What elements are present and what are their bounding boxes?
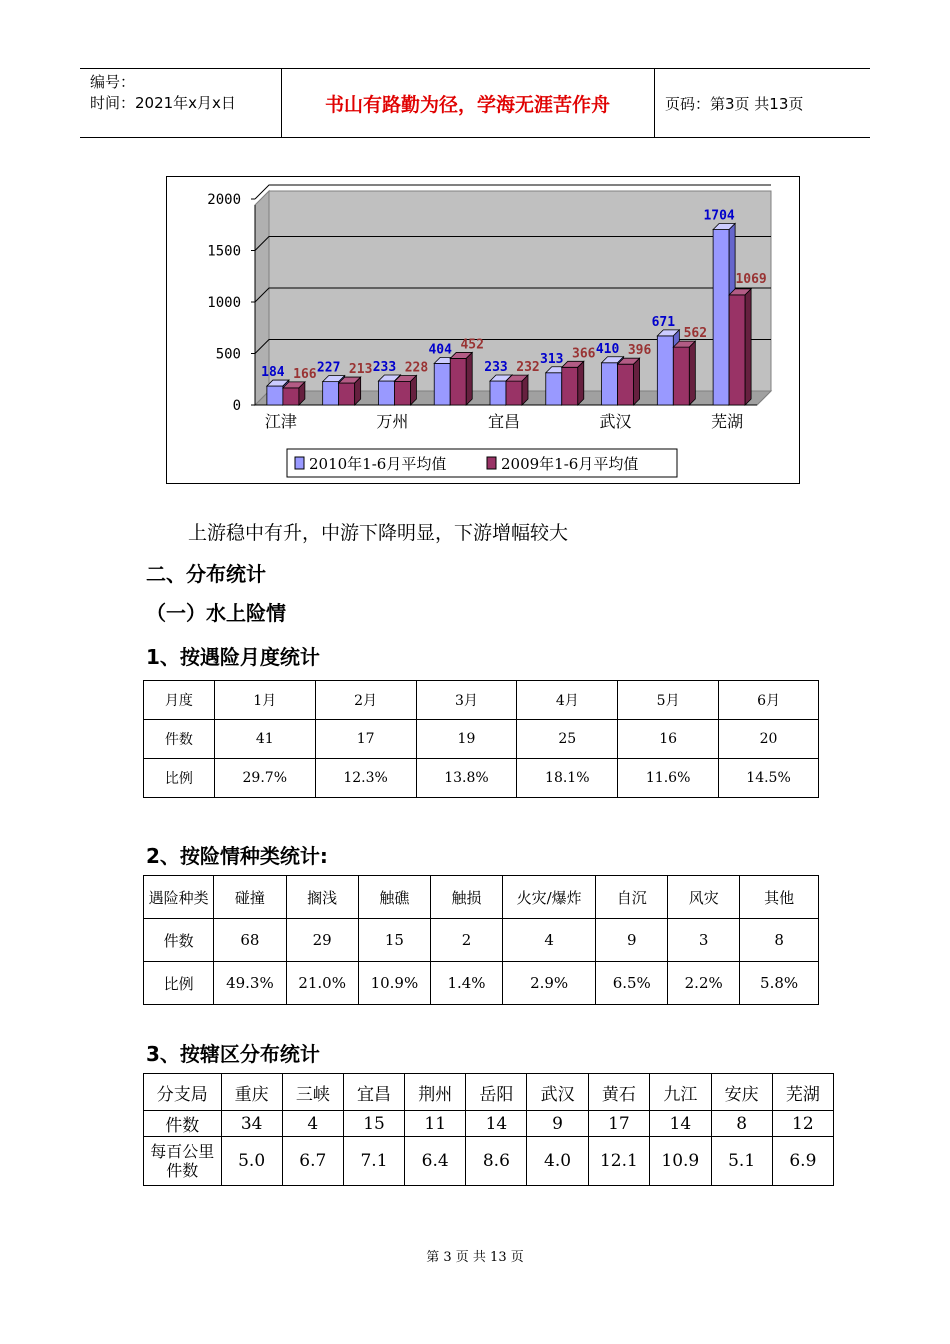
- table-cell: 8: [711, 1111, 772, 1137]
- data-label: 410: [595, 341, 620, 357]
- page-header: [80, 68, 870, 138]
- table-cell: 碰撞: [214, 876, 286, 919]
- table-cell: 8: [740, 919, 819, 962]
- table-cell: 17: [315, 720, 416, 759]
- table-cell: 10.9%: [358, 962, 430, 1005]
- table-cell: 29: [286, 919, 358, 962]
- bar-side: [634, 358, 640, 405]
- table-cell: 火灾/爆炸: [502, 876, 595, 919]
- table-cell: 1月: [214, 681, 315, 720]
- table-cell: 12: [772, 1111, 833, 1137]
- y-tick-label: 500: [215, 346, 241, 363]
- bar: [283, 382, 305, 405]
- bar-front: [450, 358, 466, 405]
- x-tick-label: 宜昌: [487, 412, 521, 431]
- table-cell: 其他: [740, 876, 819, 919]
- table-row: [144, 919, 819, 962]
- table-cell: 17: [588, 1111, 649, 1137]
- table-cell: 黄石: [588, 1074, 649, 1111]
- table-row: [144, 1111, 834, 1137]
- bar: [562, 361, 584, 405]
- bar-front: [562, 367, 578, 405]
- bar: [394, 376, 416, 405]
- bar-front: [729, 295, 745, 405]
- motto: 书山有路勤为径，学海无涯苦作舟: [324, 93, 610, 116]
- header-divider: [654, 69, 655, 137]
- table-cell: 13.8%: [416, 759, 517, 798]
- table-cell: 触礁: [358, 876, 430, 919]
- table-cell: 34: [221, 1111, 282, 1137]
- data-label: 184: [261, 365, 285, 381]
- bar: [450, 352, 472, 405]
- table-row: [144, 962, 819, 1005]
- bar-front: [434, 363, 450, 405]
- page-footer: 第 3 页 共 13 页: [426, 1250, 524, 1265]
- y-tick-label: 1500: [207, 243, 241, 260]
- legend-swatch: [295, 457, 304, 469]
- table-cell: 重庆: [221, 1074, 282, 1111]
- data-label: 213: [348, 362, 373, 378]
- table-cell: 4月: [517, 681, 618, 720]
- table-cell: 件数: [144, 720, 215, 759]
- table-cell: 41: [214, 720, 315, 759]
- table-cell: 岳阳: [466, 1074, 527, 1111]
- page-info: 页码：第3页 共13页: [665, 94, 804, 113]
- bar: [339, 377, 361, 405]
- table-cell: 16: [618, 720, 719, 759]
- table-cell: 荆州: [405, 1074, 466, 1111]
- table-cell: 6月: [719, 681, 819, 720]
- data-label: 404: [428, 342, 452, 358]
- table-cell: 21.0%: [286, 962, 358, 1005]
- table-cell: 7.1: [343, 1137, 404, 1186]
- table-cell: 12.3%: [315, 759, 416, 798]
- bar: [673, 341, 695, 405]
- bar-front: [657, 336, 673, 405]
- bar-front: [378, 381, 394, 405]
- table-cell: 2月: [315, 681, 416, 720]
- table-cell: 1.4%: [431, 962, 503, 1005]
- table-cell: 风灾: [668, 876, 740, 919]
- bar-front: [323, 382, 339, 405]
- table-cell: 9: [527, 1111, 588, 1137]
- table-cell: 19: [416, 720, 517, 759]
- bar-chart: [167, 177, 799, 483]
- table-cell: 分支局: [144, 1074, 222, 1111]
- table-cell: 20: [719, 720, 819, 759]
- legend-label: 2010年1-6月平均值: [309, 455, 447, 473]
- table-cell: 11: [405, 1111, 466, 1137]
- table-cell: 比例: [144, 759, 215, 798]
- y-tick-label: 2000: [207, 192, 241, 208]
- table-cell: 武汉: [527, 1074, 588, 1111]
- table-row: [144, 681, 819, 720]
- bar-front: [546, 373, 562, 405]
- bar-side: [578, 361, 584, 405]
- table-cell: 5月: [618, 681, 719, 720]
- table3-title: 3、按辖区分布统计: [146, 1042, 320, 1066]
- table-cell: 三峡: [282, 1074, 343, 1111]
- table-cell: 14: [650, 1111, 711, 1137]
- x-tick-label: 江津: [264, 412, 297, 431]
- monthly-stats-table: [143, 680, 819, 798]
- table-cell: 11.6%: [618, 759, 719, 798]
- bar-side: [689, 341, 695, 405]
- table-cell: 4: [502, 919, 595, 962]
- table-row: [144, 1137, 834, 1186]
- table-cell: 2: [431, 919, 503, 962]
- data-label: 452: [460, 337, 484, 353]
- table-cell: 25: [517, 720, 618, 759]
- table-cell: 遇险种类: [144, 876, 214, 919]
- table-cell: 6.5%: [596, 962, 668, 1005]
- bar-side: [745, 289, 751, 405]
- district-stats-table: [143, 1073, 834, 1186]
- legend: [287, 449, 677, 477]
- table-cell: 2.9%: [502, 962, 595, 1005]
- table-cell: 安庆: [711, 1074, 772, 1111]
- data-label: 233: [372, 360, 397, 376]
- bar-front: [283, 388, 299, 405]
- table-cell: 每百公里 件数: [144, 1137, 222, 1186]
- bar: [618, 358, 640, 405]
- legend-label: 2009年1-6月平均值: [501, 455, 639, 473]
- table-cell: 15: [343, 1111, 404, 1137]
- table-cell: 3: [668, 919, 740, 962]
- data-label: 233: [484, 360, 508, 376]
- table-cell: 10.9: [650, 1137, 711, 1186]
- data-label: 366: [572, 346, 596, 362]
- table1-title: 1、按遇险月度统计: [146, 645, 320, 669]
- table-cell: 件数: [144, 1111, 222, 1137]
- bar-side: [466, 352, 472, 405]
- table-cell: 芜湖: [772, 1074, 833, 1111]
- x-tick-label: 芜湖: [711, 412, 744, 431]
- section-title: 二、分布统计: [146, 562, 266, 586]
- table-cell: 49.3%: [214, 962, 286, 1005]
- table-cell: 3月: [416, 681, 517, 720]
- chart-frame: [166, 176, 800, 484]
- summary-text: 上游稳中有升，中游下降明显，下游增幅较大: [188, 522, 569, 544]
- table-cell: 5.8%: [740, 962, 819, 1005]
- bar-front: [506, 381, 522, 405]
- data-label: 562: [683, 326, 708, 342]
- data-label: 671: [651, 314, 676, 330]
- table-cell: 4.0: [527, 1137, 588, 1186]
- y-tick-label: 1000: [207, 295, 241, 311]
- table-cell: 4: [282, 1111, 343, 1137]
- table-cell: 比例: [144, 962, 214, 1005]
- bar-front: [490, 381, 506, 405]
- subsection-title: （一）水上险情: [146, 601, 286, 625]
- bar-front: [602, 363, 618, 405]
- table-cell: 14.5%: [719, 759, 819, 798]
- x-tick-label: 万州: [376, 412, 409, 431]
- data-label: 166: [293, 366, 317, 382]
- bar: [729, 289, 751, 405]
- table-cell: 29.7%: [214, 759, 315, 798]
- bar-front: [394, 382, 410, 405]
- table-cell: 15: [358, 919, 430, 962]
- data-label: 396: [627, 343, 652, 359]
- data-label: 1069: [735, 271, 767, 287]
- legend-swatch: [487, 457, 496, 469]
- time-label: 时间：2021年x月x日: [90, 94, 236, 112]
- bar-front: [618, 364, 634, 405]
- type-stats-table: [143, 875, 819, 1005]
- data-label: 228: [404, 360, 429, 376]
- data-label: 232: [516, 360, 540, 376]
- table-cell: 5.0: [221, 1137, 282, 1186]
- x-tick-label: 武汉: [599, 412, 632, 431]
- header-info: [90, 72, 236, 114]
- bar-front: [267, 386, 283, 405]
- table-cell: 12.1: [588, 1137, 649, 1186]
- table-cell: 9: [596, 919, 668, 962]
- table-cell: 14: [466, 1111, 527, 1137]
- table-row: [144, 876, 819, 919]
- table-cell: 6.9: [772, 1137, 833, 1186]
- data-label: 313: [540, 351, 564, 367]
- bar: [506, 375, 528, 405]
- table-cell: 自沉: [596, 876, 668, 919]
- table-cell: 触损: [431, 876, 503, 919]
- table-cell: 宜昌: [343, 1074, 404, 1111]
- table-cell: 6.7: [282, 1137, 343, 1186]
- table-cell: 月度: [144, 681, 215, 720]
- table-cell: 6.4: [405, 1137, 466, 1186]
- table-cell: 2.2%: [668, 962, 740, 1005]
- data-label: 1704: [703, 208, 735, 224]
- number-label: 编号：: [90, 73, 136, 91]
- table-row: [144, 1074, 834, 1111]
- table-cell: 件数: [144, 919, 214, 962]
- table-cell: 18.1%: [517, 759, 618, 798]
- table-row: [144, 759, 819, 798]
- table2-title: 2、按险情种类统计:: [146, 844, 328, 868]
- table-cell: 搁浅: [286, 876, 358, 919]
- table-cell: 九江: [650, 1074, 711, 1111]
- table-cell: 8.6: [466, 1137, 527, 1186]
- table-cell: 68: [214, 919, 286, 962]
- bar-front: [713, 229, 729, 405]
- data-label: 227: [316, 360, 341, 376]
- bar-front: [673, 347, 689, 405]
- table-cell: 5.1: [711, 1137, 772, 1186]
- bar-front: [339, 383, 355, 405]
- table-row: [144, 720, 819, 759]
- y-tick-label: 0: [232, 398, 241, 414]
